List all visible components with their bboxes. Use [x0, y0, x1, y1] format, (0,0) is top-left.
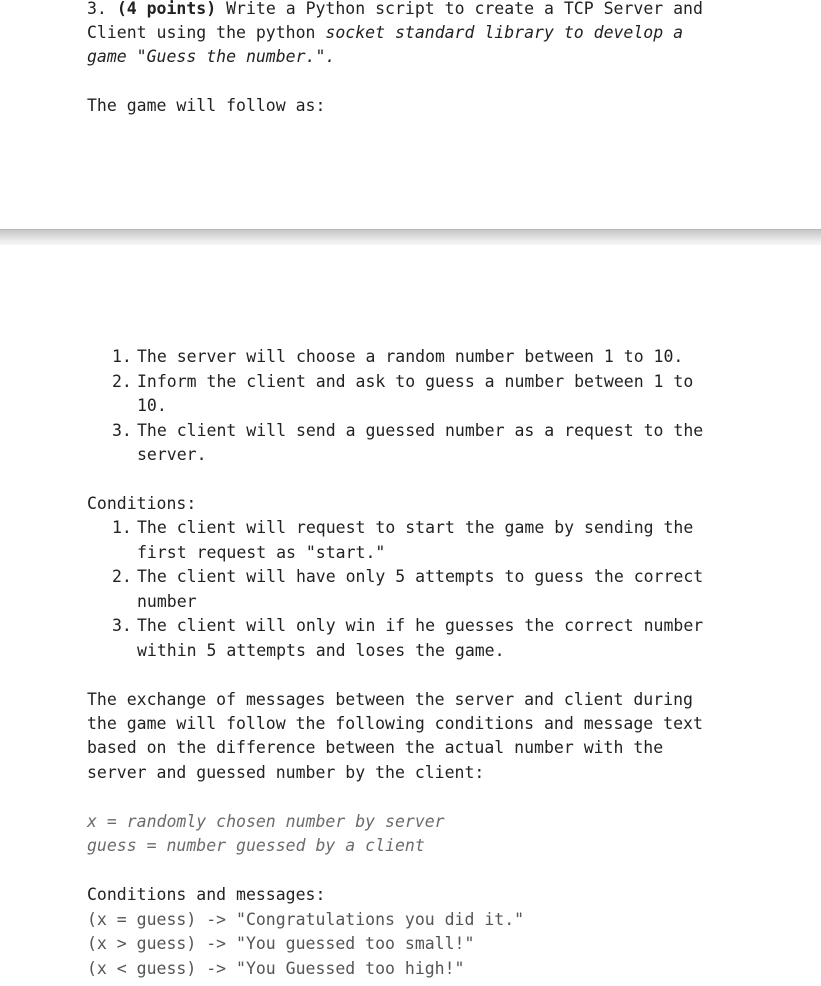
question-number: 3.: [87, 0, 107, 18]
step-number: 1.: [112, 347, 132, 366]
exchange-paragraph-line: The exchange of messages between the server and client during: [87, 690, 693, 709]
question-line-2-italic: socket standard library to develop a: [325, 23, 684, 42]
message-line: (x = guess) -> "Congratulations you did it.": [87, 910, 525, 929]
step-text: Inform the client and ask to guess a number between 1 to: [137, 372, 694, 391]
definition-x: x = randomly chosen number by server: [87, 812, 445, 831]
question-points: (4 points): [116, 0, 217, 18]
condition-text: The client will request to start the game by sending the: [137, 518, 694, 537]
question-line-1-rest: Write a Python script to create a TCP Server and: [226, 0, 703, 18]
conditions-heading: Conditions:: [87, 494, 197, 513]
step-number: 3.: [112, 421, 132, 440]
question-line-2-text: Client using the python: [87, 23, 326, 42]
page-divider: [0, 229, 821, 245]
definition-guess: guess = number guessed by a client: [87, 836, 425, 855]
question-line-3: game "Guess the number.".: [87, 47, 336, 66]
exchange-paragraph-line: the game will follow the following conditions and message text: [87, 714, 703, 733]
condition-text: The client will have only 5 attempts to guess the correct: [137, 567, 704, 586]
question-line-1: [87, 0, 703, 21]
condition-number: 3.: [112, 616, 132, 635]
step-text-cont: server.: [137, 445, 207, 464]
step-text: The client will send a guessed number as a request to the: [137, 421, 704, 440]
step-number: 2.: [112, 372, 132, 391]
messages-heading: Conditions and messages:: [87, 885, 326, 904]
condition-number: 2.: [112, 567, 132, 586]
step-text: The server will choose a random number between 1 to 10.: [137, 347, 684, 366]
exchange-paragraph-line: server and guessed number by the client:: [87, 763, 485, 782]
message-line: (x < guess) -> "You Guessed too high!": [87, 959, 465, 978]
condition-text-cont: number: [137, 592, 197, 611]
step-text-cont: 10.: [137, 396, 167, 415]
message-line: (x > guess) -> "You guessed too small!": [87, 934, 475, 953]
condition-number: 1.: [112, 518, 132, 537]
condition-text-cont: first request as "start.": [137, 543, 386, 562]
condition-text: The client will only win if he guesses the correct number: [137, 616, 704, 635]
exchange-paragraph-line: based on the difference between the actual number with the: [87, 738, 664, 757]
question-line-2: [87, 21, 683, 45]
intro-text: The game will follow as:: [87, 96, 326, 115]
condition-text-cont: within 5 attempts and loses the game.: [137, 641, 505, 660]
